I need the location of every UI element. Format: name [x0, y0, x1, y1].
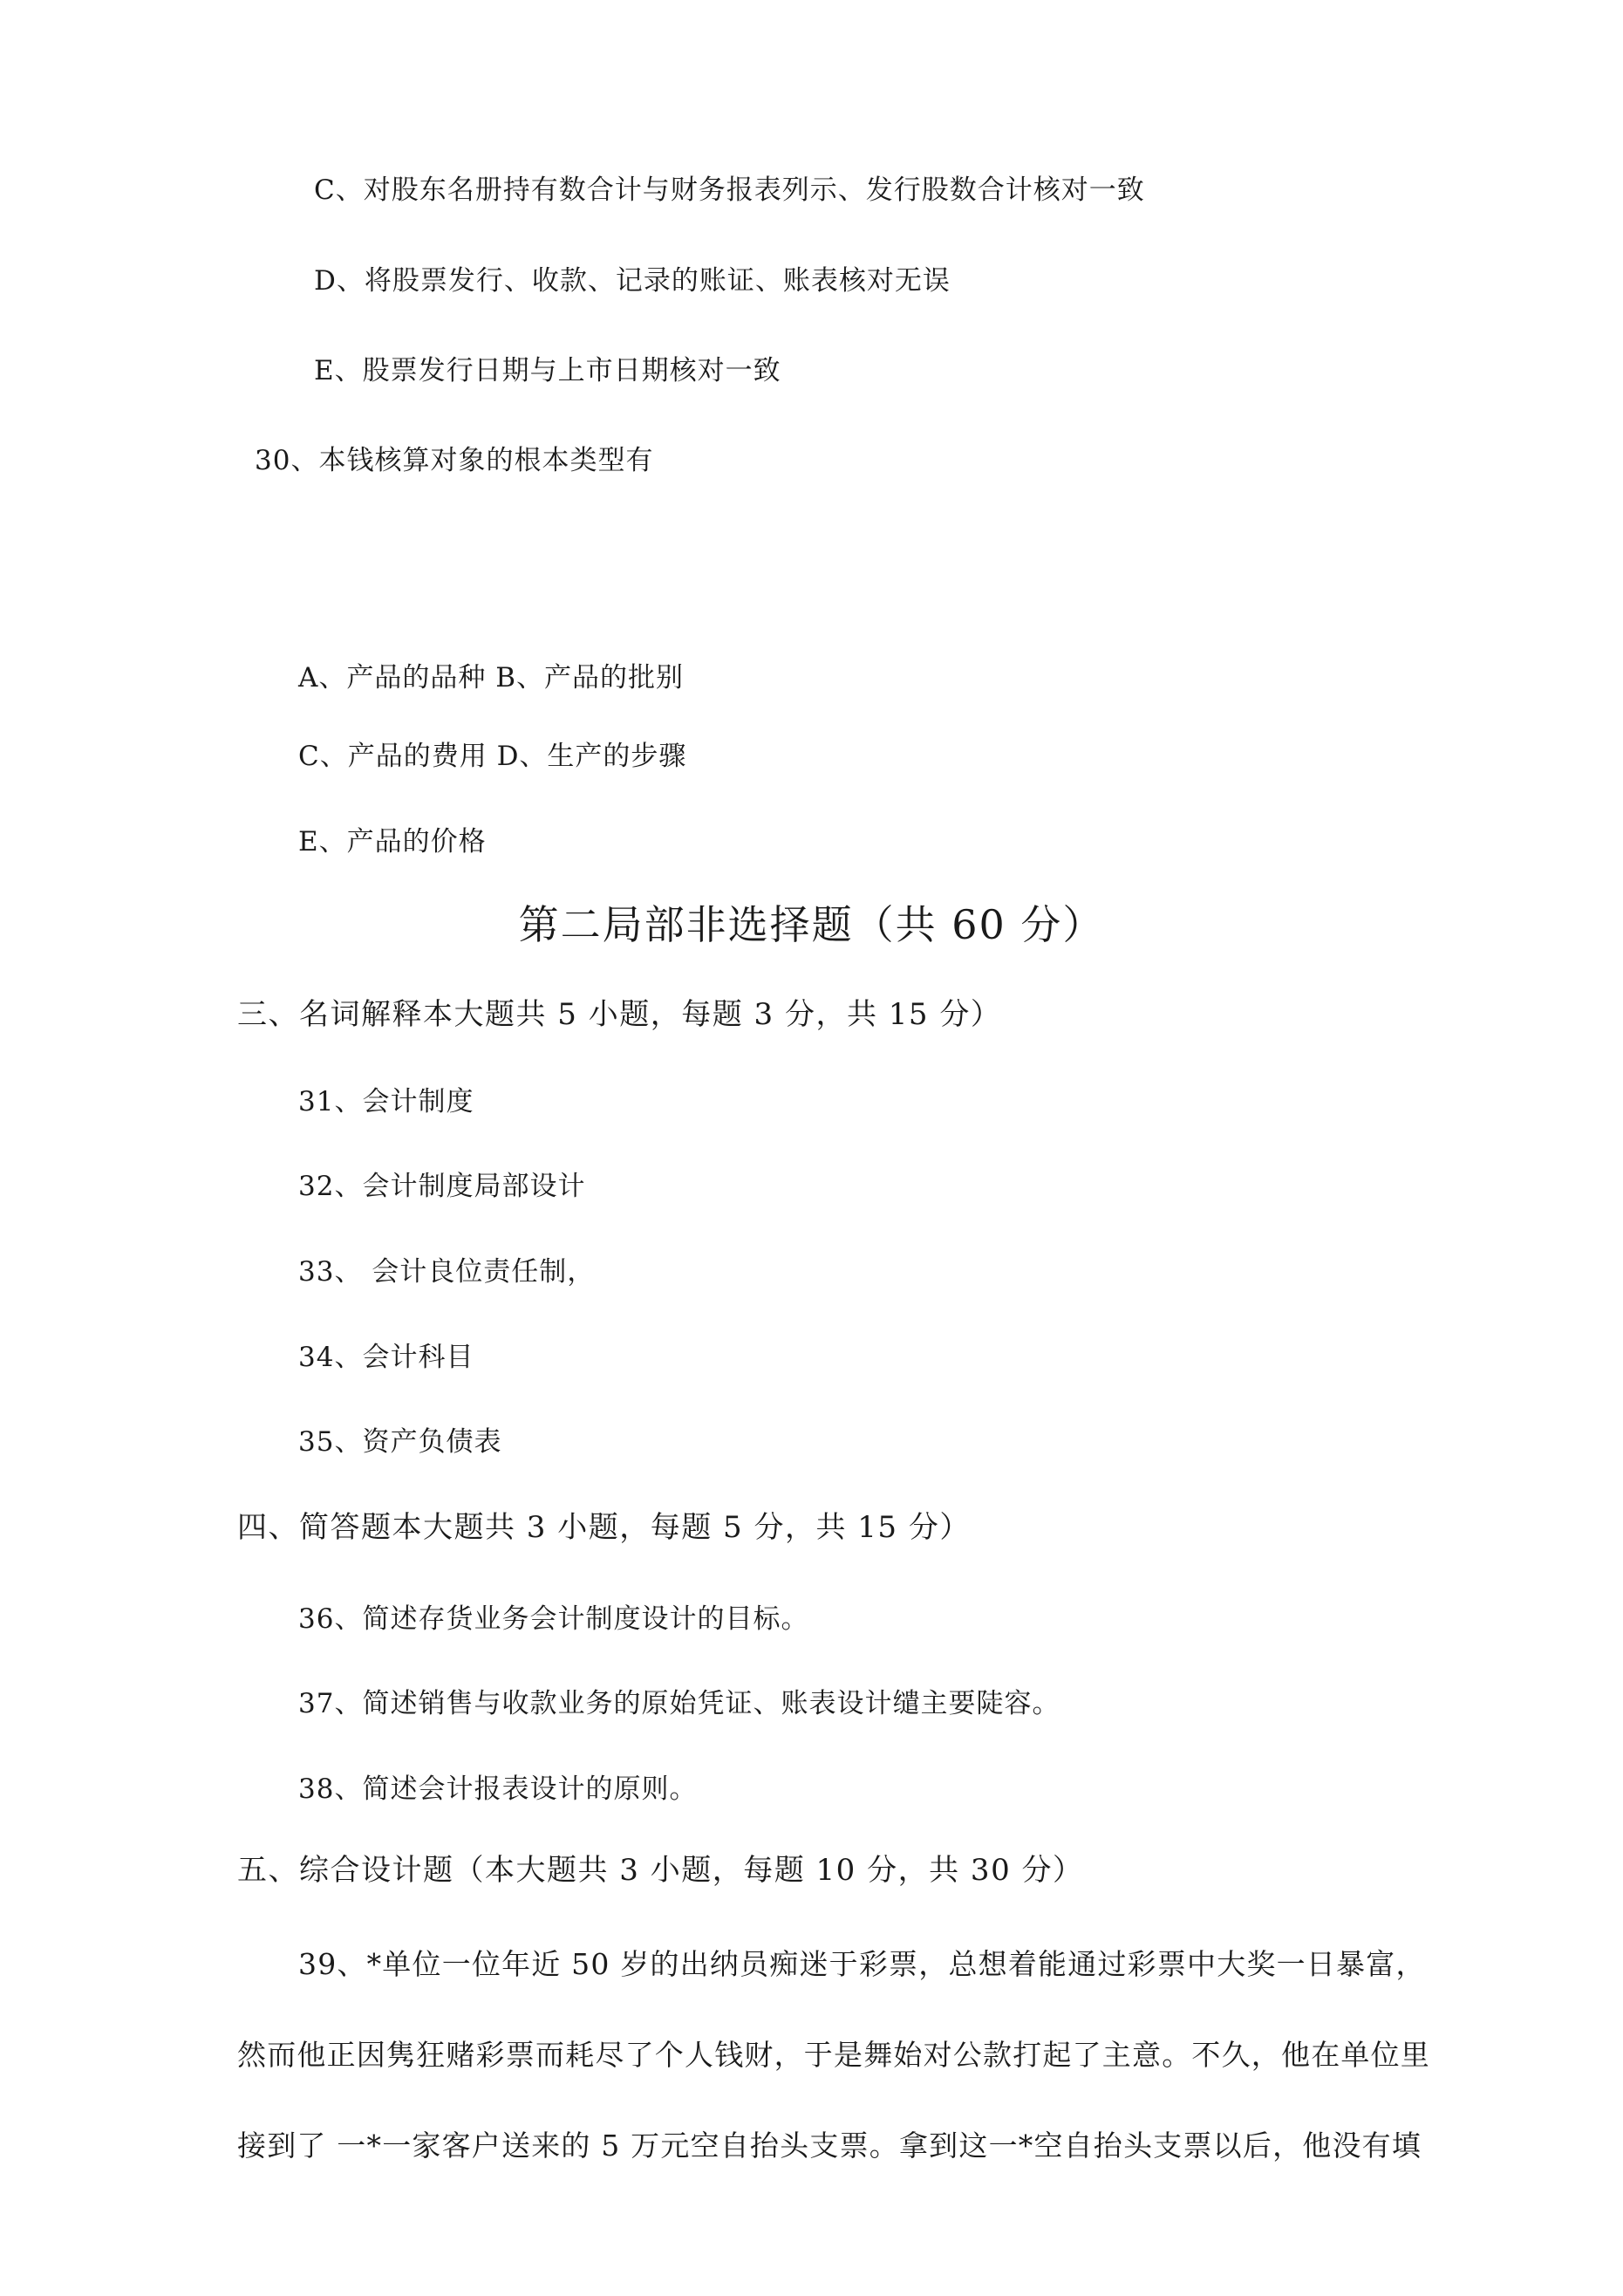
section3-item-34: 34、会计科目 — [298, 1342, 474, 1373]
section3-item-33: 33、 会计良位责任制， — [298, 1256, 596, 1288]
q30-options-ab: A、产品的品种 B、产品的批别 — [298, 662, 685, 694]
section4-heading: 四、简答题本大题共 3 小题，每题 5 分，共 15 分） — [237, 1510, 971, 1545]
q39-line-2: 然而他正因隽狂赌彩票而耗尽了个人钱财，于是舞始对公款打起了主意。不久，他在单位里 — [237, 2038, 1430, 2072]
section3-item-31: 31、会计制度 — [298, 1086, 474, 1117]
q30-option-e: E、产品的价格 — [298, 826, 487, 858]
section4-item-37: 37、简述销售与收款业务的原始凭证、账表设计缱主要陡容。 — [298, 1688, 1060, 1719]
part2-title: 第二局部非选择题（共 60 分） — [518, 901, 1105, 948]
q39-line-1: 39、*单位一位年近 50 岁的出纳员痴迷于彩票，总想着能通过彩票中大奖一日暴富， — [298, 1947, 1426, 1981]
q29-option-d: D、将股票发行、收款、记录的账证、账表核对无误 — [314, 265, 951, 297]
section3-heading: 三、名词解释本大题共 5 小题，每题 3 分，共 15 分） — [237, 997, 1002, 1032]
section3-item-35: 35、资产负债表 — [298, 1426, 502, 1458]
q30-options-cd: C、产品的费用 D、生产的步骤 — [298, 741, 687, 772]
q29-option-e: E、股票发行日期与上市日期核对一致 — [314, 355, 781, 386]
q30-stem: 30、本钱核算对象的根本类型有 — [255, 445, 654, 476]
q29-option-c: C、对股东名册持有数合计与财务报表列示、发行股数合计核对一致 — [314, 174, 1145, 206]
q39-line-3: 接到了 一*一家客户送来的 5 万元空自抬头支票。拿到这一*空自抬头支票以后，他没有填 — [237, 2129, 1422, 2163]
section3-item-32: 32、会计制度局部设计 — [298, 1171, 586, 1202]
section4-item-38: 38、简述会计报表设计的原则。 — [298, 1773, 698, 1805]
section4-item-36: 36、简述存货业务会计制度设计的目标。 — [298, 1603, 809, 1635]
section5-heading: 五、综合设计题（本大题共 3 小题，每题 10 分，共 30 分） — [237, 1853, 1084, 1888]
